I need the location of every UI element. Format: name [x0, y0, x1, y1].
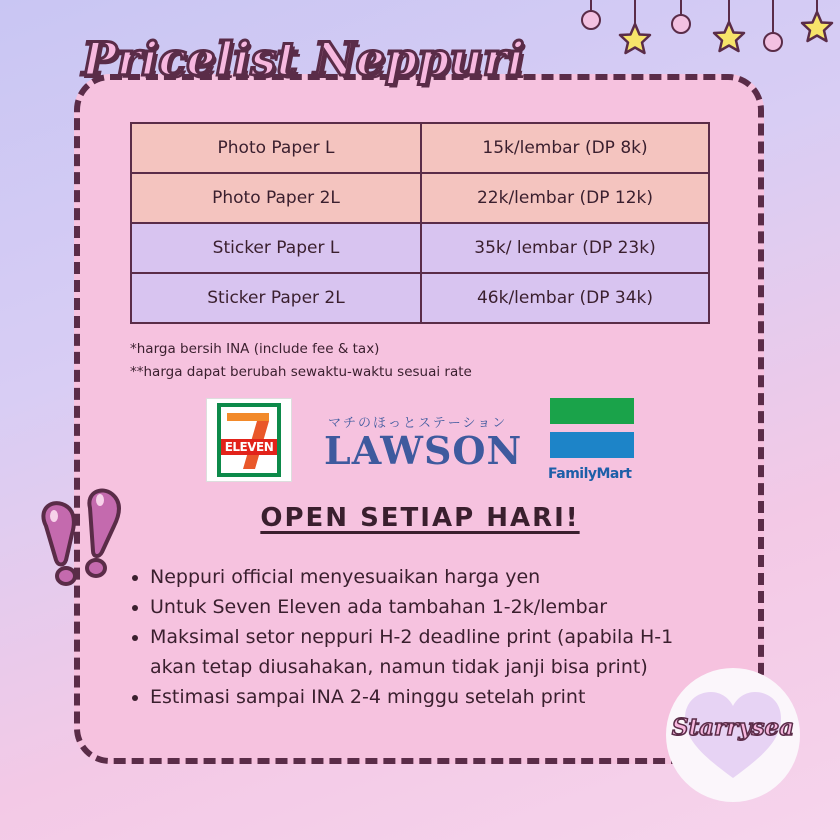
star-icon [800, 10, 834, 44]
star-icon [618, 22, 652, 56]
lawson-logo [322, 412, 523, 473]
list-item: • Maksimal setor neppuri H-2 deadline print (apabila H-1 akan tetap diusahakan, namun tidak janji bisa print) [150, 622, 710, 682]
page-title: Pricelist Neppuri [82, 32, 525, 86]
brand-badge [666, 668, 800, 802]
familymart-wordmark: FamilyMart [548, 466, 632, 482]
star-icon [712, 20, 746, 54]
hanging-ornament-icon [581, 10, 601, 30]
lawson-wordmark: LAWSON [324, 428, 523, 473]
table-row [131, 273, 709, 323]
seven-eleven-text: ELEVEN [224, 440, 274, 454]
info-list [128, 562, 710, 712]
table-row [131, 223, 709, 273]
familymart-blue-stripe [550, 432, 634, 458]
familymart-logo [546, 396, 636, 486]
exclamation-icon [32, 484, 142, 594]
familymart-green-stripe [550, 398, 634, 424]
price-cell: 15k/lembar (DP 8k) [421, 123, 709, 173]
list-item: • Untuk Seven Eleven ada tambahan 1-2k/lembar [150, 592, 710, 622]
table-row [131, 123, 709, 173]
rate-note: **harga dapat berubah sewaktu-waktu sesuai rate [130, 364, 472, 380]
hanging-string [772, 0, 774, 34]
item-cell: Photo Paper 2L [131, 173, 421, 223]
hanging-string [634, 0, 636, 24]
table-row [131, 173, 709, 223]
hanging-ornament-icon [763, 32, 783, 52]
price-cell: 35k/ lembar (DP 23k) [421, 223, 709, 273]
list-item: • Neppuri official menyesuaikan harga yen [150, 562, 710, 592]
open-heading-text: OPEN SETIAP HARI! [260, 503, 580, 533]
item-cell: Sticker Paper L [131, 223, 421, 273]
item-cell: Photo Paper L [131, 123, 421, 173]
price-table [130, 122, 710, 324]
price-note: *harga bersih INA (include fee & tax) [130, 341, 380, 357]
lawson-tagline: マチのほっとステーション [328, 416, 508, 431]
hanging-string [728, 0, 730, 22]
price-cell: 46k/lembar (DP 34k) [421, 273, 709, 323]
brand-badge-text: Starrysea [671, 714, 795, 741]
hanging-ornament-icon [671, 14, 691, 34]
list-item: • Estimasi sampai INA 2-4 minggu setelah print [150, 682, 710, 712]
item-cell: Sticker Paper 2L [131, 273, 421, 323]
price-cell: 22k/lembar (DP 12k) [421, 173, 709, 223]
seven-eleven-logo [206, 398, 292, 482]
